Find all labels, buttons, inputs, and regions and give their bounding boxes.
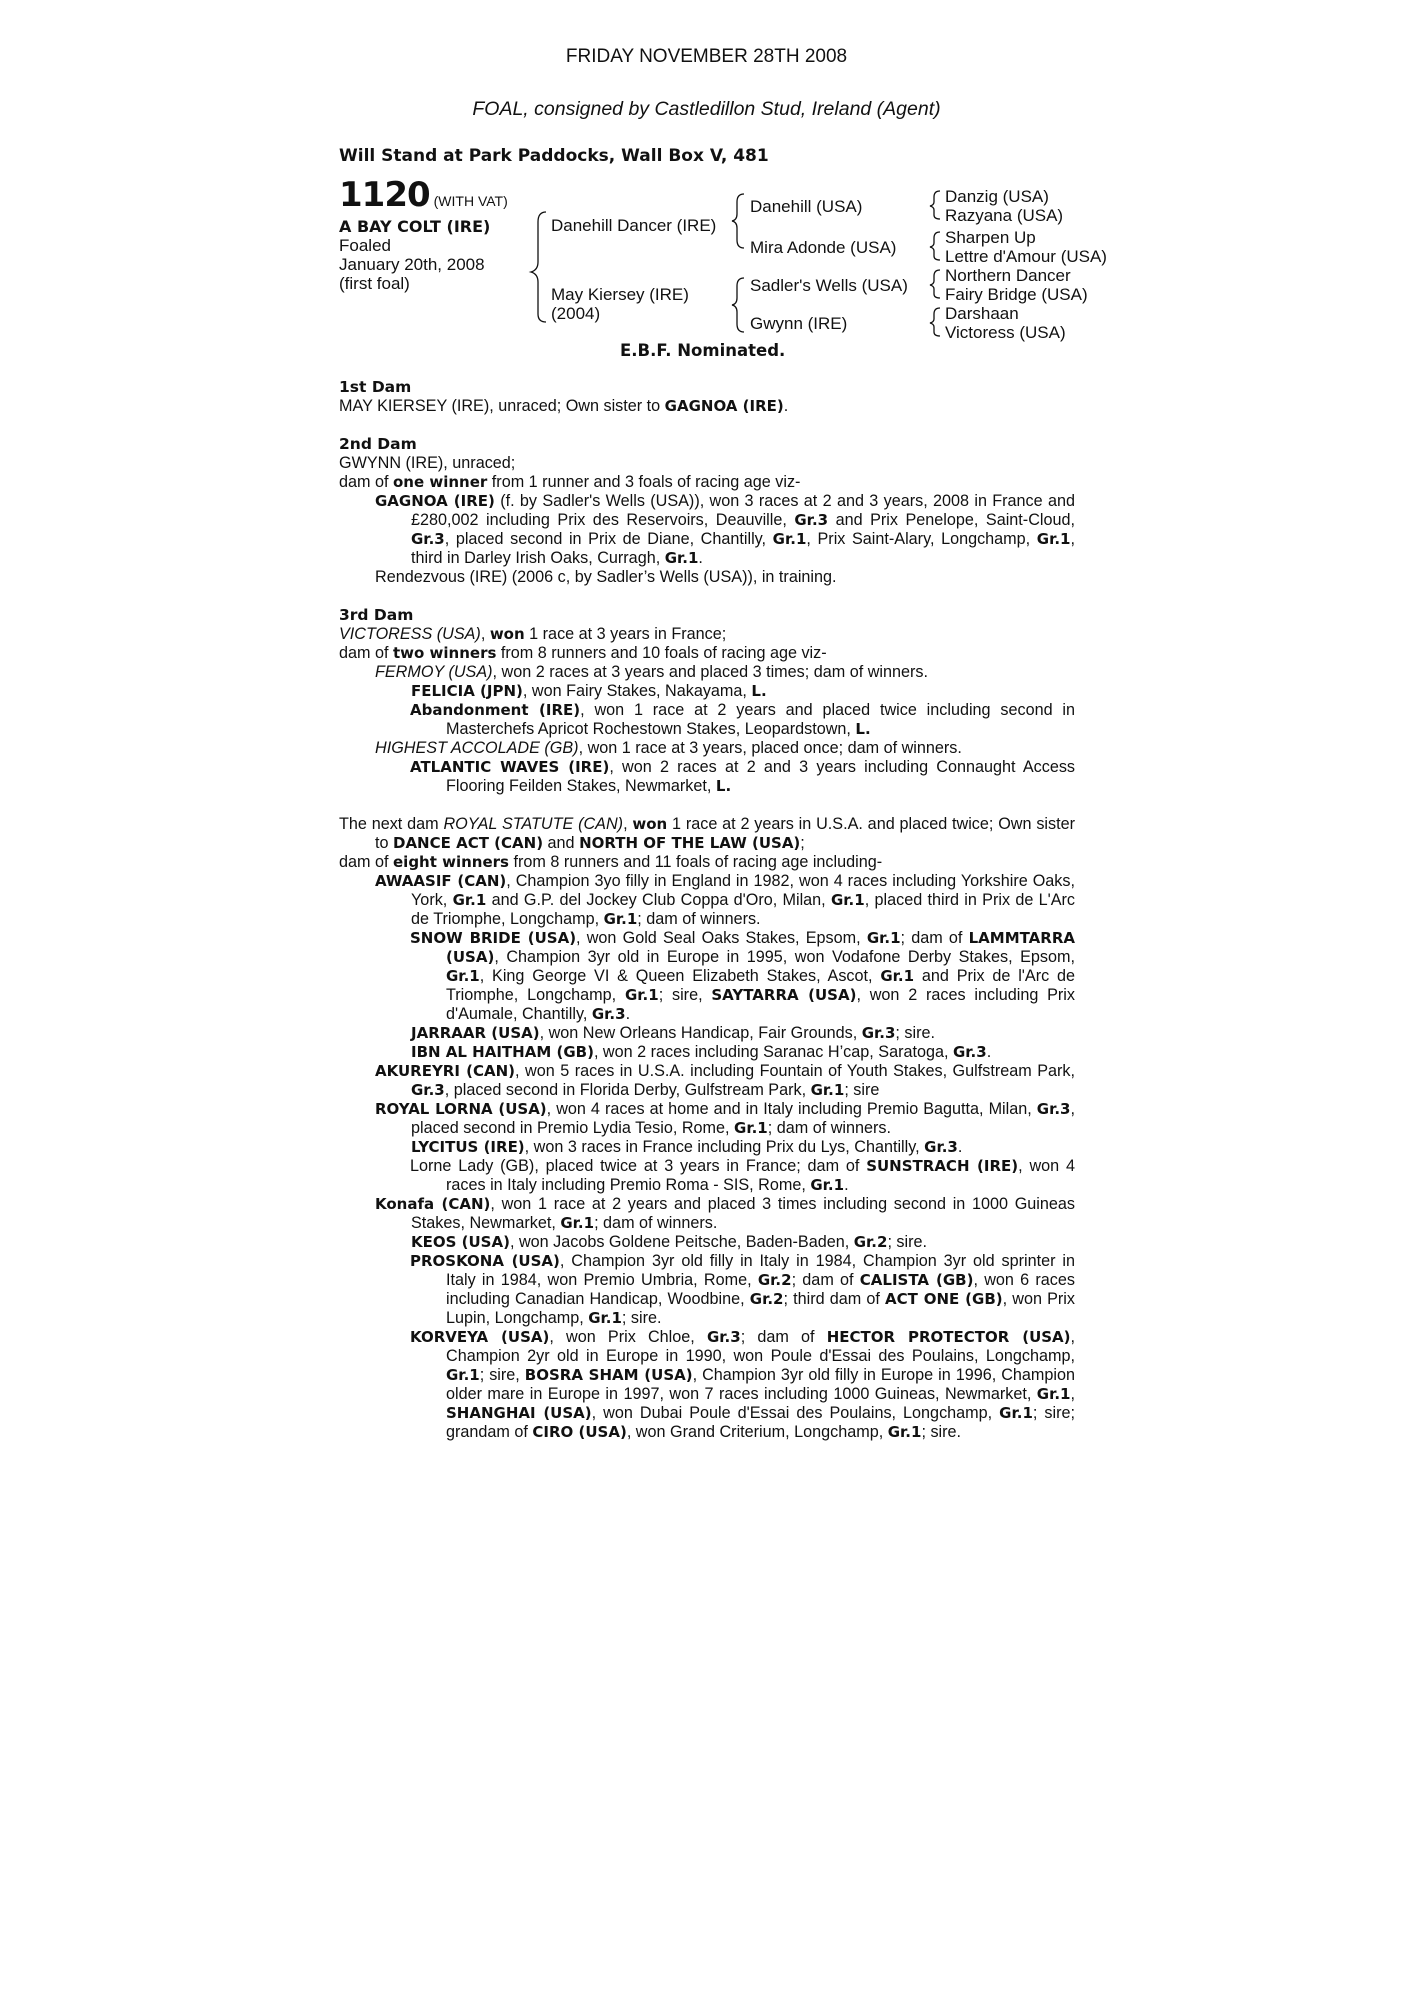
pedigree-dd-dam: Victoress (USA) — [945, 323, 1066, 342]
progeny-akureyri: AKUREYRI (CAN), won 5 races in U.S.A. including Fountain of Youth Stakes, Gulfstream Park, Gr.3, placed second in Florida Derby, Gulfstream Park, Gr.1; sire — [375, 1062, 1075, 1099]
progeny-keos: KEOS (USA), won Jacobs Goldene Peitsche, Baden-Baden, Gr.2; sire. — [411, 1233, 928, 1251]
progeny-gagnoa: GAGNOA (IRE) (f. by Sadler's Wells (USA)), won 3 races at 2 and 3 years, 2008 in France and £280,002 including Prix des Reservoirs, Deauville, Gr.3 and Prix Penelope, Saint-Cloud, Gr.3, placed second in Prix de Diane, Chantilly, Gr.1, Prix Saint-Alary, Longchamp, Gr.1, third in Darley Irish Oaks, Curragh, Gr.1. — [375, 492, 1075, 567]
progeny-abandonment: Abandonment (IRE), won 1 race at 2 years and placed twice including second in Masterchefs Apricot Rochestown Stakes, Leopardstown, L. — [410, 701, 1075, 738]
pedigree-dam-sire: Sadler's Wells (USA) — [750, 276, 908, 295]
pedigree-dam-year: (2004) — [551, 304, 601, 323]
progeny-korveya: KORVEYA (USA), won Prix Chloe, Gr.3; dam of HECTOR PROTECTOR (USA), Champion 2yr old in Europe in 1990, won Poule d'Essai des Poulains, Longchamp, Gr.1; sire, BOSRA SHAM (USA), Champion 3yr old filly in Europe in 1996, Champion older mare in Europe in 1997, won 7 races including 1000 Guineas, Newmarket, Gr.1, SHANGHAI (USA), won Dubai Poule d'Essai des Poulains, Longchamp, Gr.1; sire; grandam of CIRO (USA), won Grand Criterium, Longchamp, Gr.1; sire. — [410, 1328, 1076, 1441]
pedigree-ss-sire: Danzig (USA) — [945, 187, 1049, 206]
consignor-line: FOAL, consigned by Castledillon Stud, Ireland (Agent) — [472, 98, 941, 120]
lot-description: A BAY COLT (IRE) — [339, 217, 491, 236]
progeny-royal-lorna: ROYAL LORNA (USA), won 4 races at home and in Italy including Premio Bagutta, Milan, Gr.3, placed second in Premio Lydia Tesio, Rome, Gr.1; dam of winners. — [375, 1100, 1075, 1137]
pedigree-sire-sire: Danehill (USA) — [750, 197, 863, 216]
pedigree-sd-dam: Lettre d'Amour (USA) — [945, 247, 1107, 266]
next-dam-text: The next dam ROYAL STATUTE (CAN), won 1 race at 2 years in U.S.A. and placed twice; Own sister to DANCE ACT (CAN) and NORTH OF THE LAW (USA); — [339, 815, 1075, 852]
progeny-rendezvous: Rendezvous (IRE) (2006 c, by Sadler’s Wells (USA)), in training. — [375, 568, 837, 586]
progeny-snow-bride: SNOW BRIDE (USA), won Gold Seal Oaks Stakes, Epsom, Gr.1; dam of LAMMTARRA (USA), Champion 3yr old in Europe in 1995, won Vodafone Derby Stakes, Epsom, Gr.1, King George VI & Queen Elizabeth Stakes, Ascot, Gr.1 and Prix de l'Arc de Triomphe, Longchamp, Gr.1; sire, SAYTARRA (USA), won 2 races including Prix d'Aumale, Chantilly, Gr.3. — [410, 929, 1076, 1023]
vat-note: (WITH VAT) — [433, 193, 508, 209]
first-dam-text: MAY KIERSEY (IRE), unraced; Own sister to GAGNOA (IRE). — [339, 397, 789, 415]
third-dam-text: VICTORESS (USA), won 1 race at 3 years in France; — [339, 625, 727, 643]
foaled-label: Foaled — [339, 236, 391, 255]
pedigree-dd-sire: Darshaan — [945, 304, 1019, 323]
second-dam-record: dam of one winner from 1 runner and 3 foals of racing age viz- — [339, 473, 801, 491]
third-dam-record: dam of two winners from 8 runners and 10 foals of racing age viz- — [339, 644, 827, 662]
progeny-felicia: FELICIA (JPN), won Fairy Stakes, Nakayama, L. — [411, 682, 767, 700]
pedigree-dam: May Kiersey (IRE) — [551, 285, 689, 304]
lot-number: 1120 — [339, 175, 430, 215]
pedigree-sd-sire: Sharpen Up — [945, 228, 1036, 247]
progeny-highest-accolade: HIGHEST ACCOLADE (GB), won 1 race at 3 years, placed once; dam of winners. — [375, 739, 962, 757]
ebf-nominated: E.B.F. Nominated. — [620, 341, 786, 360]
progeny-jarraar: JARRAAR (USA), won New Orleans Handicap, Fair Grounds, Gr.3; sire. — [411, 1024, 935, 1042]
foal-note: (first foal) — [339, 274, 410, 293]
progeny-atlantic-waves: ATLANTIC WAVES (IRE), won 2 races at 2 and 3 years including Connaught Access Flooring Feilden Stakes, Newmarket, L. — [410, 758, 1076, 795]
pedigree-dam-dam: Gwynn (IRE) — [750, 314, 848, 333]
stand-location: Will Stand at Park Paddocks, Wall Box V, 481 — [339, 146, 769, 166]
catalogue-body — [339, 378, 1075, 1442]
sale-date: FRIDAY NOVEMBER 28TH 2008 — [565, 46, 848, 67]
progeny-fermoy: FERMOY (USA), won 2 races at 3 years and placed 3 times; dam of winners. — [375, 663, 929, 681]
progeny-lorne-lady: Lorne Lady (GB), placed twice at 3 years in France; dam of SUNSTRACH (IRE), won 4 races in Italy including Premio Roma - SIS, Rome, Gr.1. — [410, 1157, 1075, 1194]
pedigree-ds-sire: Northern Dancer — [945, 266, 1071, 285]
next-dam-record: dam of eight winners from 8 runners and 11 foals of racing age including- — [339, 853, 883, 871]
second-dam-title: 2nd Dam — [339, 435, 417, 453]
progeny-ibn-al-haitham: IBN AL HAITHAM (GB), won 2 races including Saranac H’cap, Saratoga, Gr.3. — [411, 1043, 992, 1061]
progeny-konafa: Konafa (CAN), won 1 race at 2 years and placed 3 times including second in 1000 Guineas Stakes, Newmarket, Gr.1; dam of winners. — [375, 1195, 1075, 1232]
pedigree-braces — [0, 0, 1413, 360]
pedigree-ds-dam: Fairy Bridge (USA) — [945, 285, 1088, 304]
first-dam-title: 1st Dam — [339, 378, 412, 396]
progeny-awaasif: AWAASIF (CAN), Champion 3yo filly in England in 1982, won 4 races including Yorkshire Oaks, York, Gr.1 and G.P. del Jockey Club Coppa d'Oro, Milan, Gr.1, placed third in Prix de L'Arc de Triomphe, Longchamp, Gr.1; dam of winners. — [375, 872, 1076, 928]
pedigree-sire-dam: Mira Adonde (USA) — [750, 238, 897, 257]
pedigree-ss-dam: Razyana (USA) — [945, 206, 1064, 225]
third-dam-title: 3rd Dam — [339, 606, 414, 624]
foaled-date: January 20th, 2008 — [339, 255, 485, 274]
pedigree-sire: Danehill Dancer (IRE) — [551, 216, 717, 235]
progeny-lycitus: LYCITUS (IRE), won 3 races in France including Prix du Lys, Chantilly, Gr.3. — [411, 1138, 963, 1156]
progeny-proskona: PROSKONA (USA), Champion 3yr old filly in Italy in 1984, Champion 3yr old sprinter in Italy in 1984, won Premio Umbria, Rome, Gr.2; dam of CALISTA (GB), won 6 races including Canadian Handicap, Woodbine, Gr.2; third dam of ACT ONE (GB), won Prix Lupin, Longchamp, Gr.1; sire. — [410, 1252, 1075, 1327]
second-dam-text: GWYNN (IRE), unraced; — [339, 454, 516, 472]
